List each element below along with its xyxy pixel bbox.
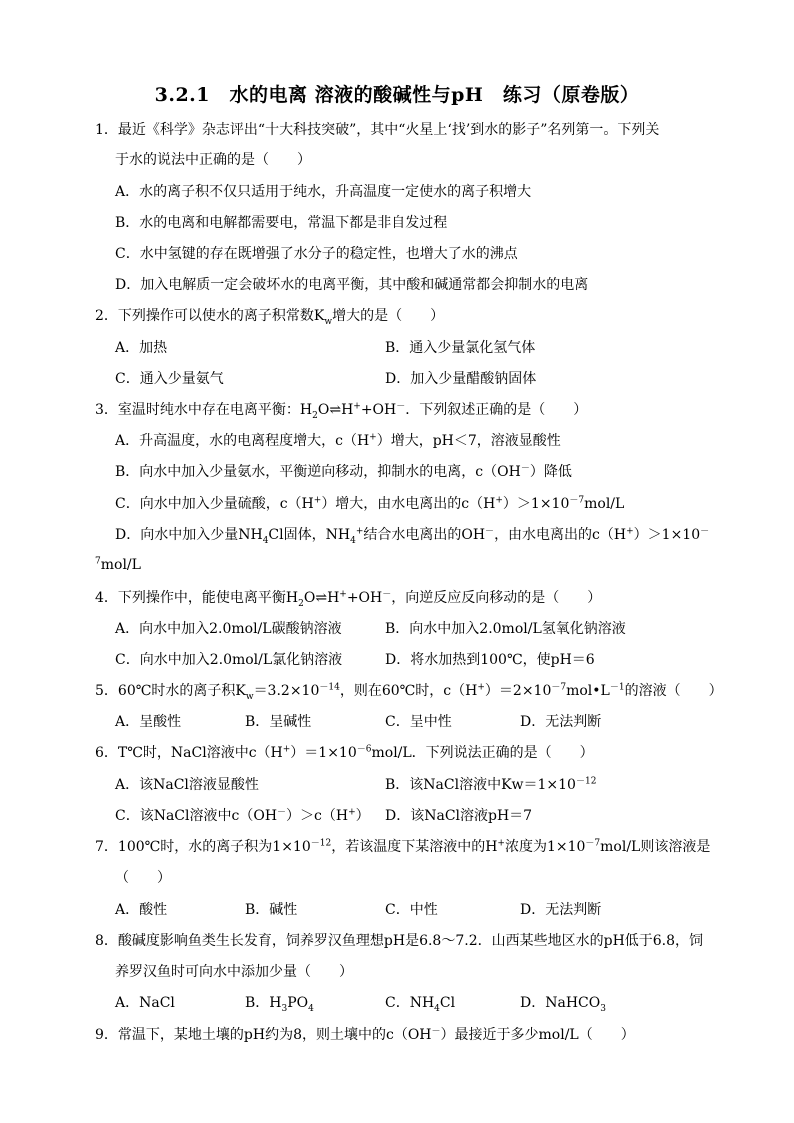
- q3c-t4: mol/L: [584, 496, 625, 512]
- q7-t3: 浓度为1×10: [504, 839, 586, 855]
- q3d-sup4: －: [700, 526, 710, 537]
- question-7-option-d: D．无法判断: [520, 902, 602, 918]
- q5-t1: 5．60℃时水的离子积K: [95, 683, 246, 699]
- q3-t4: ．下列叙述正确的是（ ）: [405, 402, 588, 418]
- question-1-stem-cont: [115, 150, 311, 170]
- q3d-t3: 结合水电离出的OH: [363, 527, 486, 543]
- question-6-option-d: [385, 806, 532, 826]
- q6c-sup2: +: [348, 807, 356, 818]
- question-1-option-b: B．水的电离和电解都需要电，常温下都是非自发过程: [115, 215, 448, 231]
- question-1-stem: [95, 120, 659, 140]
- q3c-sup1: +: [313, 495, 322, 506]
- question-7-stem-cont: [115, 868, 171, 888]
- q3b-sup: －: [520, 463, 530, 474]
- q3d-sub2: 4: [350, 535, 356, 546]
- q5-sub1: w: [245, 691, 254, 702]
- q8b-sub2: 4: [308, 1003, 314, 1014]
- question-8-option-b: [245, 993, 314, 1013]
- question-3-option-d-cont: [95, 555, 141, 575]
- q8c-t1: C．NH: [385, 995, 435, 1011]
- q6d-t: D．该NaCl溶液pH＝7: [385, 808, 533, 824]
- q7-sup2: +: [497, 838, 505, 849]
- question-6-option-a: [115, 775, 259, 795]
- q3a-t2: ）增大，pH＜7，溶液显酸性: [376, 433, 561, 449]
- question-7-option-a: A．酸性: [115, 902, 168, 918]
- question-7-option-b: B．碱性: [245, 902, 298, 918]
- q5-t5: mol•L: [566, 683, 610, 699]
- question-1-line-1: 1．最近《科学》杂志评出“十大科技突破”，其中“火星上‘找’到水的影子”名列第一。下列关: [95, 122, 660, 138]
- question-2-text-2: 增大的是（ ）: [332, 308, 445, 324]
- q8c-sub: 4: [434, 1003, 440, 1014]
- question-2-option-a: A．加热: [115, 340, 168, 356]
- question-2-option-c: C．通入少量氨气: [115, 371, 224, 387]
- q3d-sub1: 4: [262, 535, 269, 546]
- q5-t3: ，则在60℃时，c（H: [339, 683, 478, 699]
- q3d-sup3: +: [626, 526, 634, 537]
- q3a-t1: A．升高温度，水的电离程度增大，c（H: [115, 433, 370, 449]
- q4-sub1: 2: [298, 598, 304, 609]
- question-1-option-c: C．水中氢键的存在既增强了水分子的稳定性，也增大了水的沸点: [115, 246, 518, 262]
- q3d-sup1: +: [355, 526, 364, 537]
- q7-t1: 7．100℃时，水的离子积为1×10: [95, 839, 311, 855]
- q9-sup1: －: [431, 1026, 441, 1037]
- q9-t1: 9．常温下，某地土壤的pH约为8，则土壤中的c（OH: [95, 1027, 432, 1043]
- q3c-t3: ）＞1×10: [502, 496, 570, 512]
- q5-t2: ＝3.2×10: [253, 683, 320, 699]
- q4-sup2: －: [382, 589, 392, 600]
- question-5-option-a: A．呈酸性: [115, 714, 182, 730]
- q3d-cont-t: mol/L: [100, 557, 141, 573]
- q8c-t2: Cl: [439, 995, 456, 1011]
- q5-sup4: －1: [609, 682, 625, 693]
- q3d-t2: Cl固体，NH: [268, 527, 351, 543]
- q3d-t5: ）＞1×10: [633, 527, 701, 543]
- question-6-option-b: [385, 775, 596, 795]
- q4-t3: +OH: [346, 590, 383, 606]
- q7-t4: mol/L则该溶液是: [600, 839, 711, 855]
- q6b-sup: －12: [575, 776, 597, 787]
- question-2-sub-w: w: [324, 316, 333, 327]
- q6a-t: A．该NaCl溶液显酸性: [115, 777, 259, 793]
- question-5-stem: [95, 681, 723, 701]
- q8a-t: A．NaCl: [115, 995, 175, 1011]
- question-5-option-d: D．无法判断: [520, 714, 602, 730]
- question-3-option-d: [115, 525, 709, 545]
- q4-t1: 4．下列操作中，能使电离平衡H: [95, 590, 299, 606]
- q6-t1: 6．T℃时，NaCl溶液中c（H: [95, 745, 283, 761]
- q8b-t2: PO: [287, 995, 309, 1011]
- q5-t4: ）＝2×10: [484, 683, 552, 699]
- q5-sup2: +: [477, 682, 485, 693]
- question-1-line-2: 于水的说法中正确的是（ ）: [115, 152, 311, 168]
- question-4-option-d: D．将水加热到100℃，使pH＝6: [385, 652, 595, 668]
- q6c-t1: C．该NaCl溶液中c（OH: [115, 808, 278, 824]
- q7-t5: （ ）: [115, 870, 171, 886]
- question-2-text-1: 2．下列操作可以使水的离子积常数K: [95, 308, 325, 324]
- question-4-option-a: A．向水中加入2.0mol/L碳酸钠溶液: [115, 621, 342, 637]
- q7-t2: ，若该温度下某溶液中的H: [331, 839, 498, 855]
- question-3-option-b: [115, 462, 572, 482]
- q3c-sup2: +: [495, 495, 503, 506]
- question-2-option-b: B．通入少量氯化氢气体: [385, 340, 536, 356]
- q6b-t: B．该NaCl溶液中Kw＝1×10: [385, 777, 576, 793]
- q3b-t2: ）降低: [529, 464, 572, 480]
- question-6-stem: [95, 743, 594, 763]
- q8d-sub: 3: [600, 1003, 606, 1014]
- q7-sup3: －7: [585, 838, 601, 849]
- q5-sup1: －14: [319, 682, 340, 693]
- q3-sup1: +: [353, 401, 361, 412]
- q3-sub1: 2: [312, 410, 318, 421]
- question-3-option-a: [115, 431, 561, 451]
- question-3-option-c: [115, 494, 624, 514]
- q9-t2: ）最接近于多少mol/L（ ）: [440, 1027, 635, 1043]
- question-6-option-c: [115, 806, 370, 826]
- q6c-sup1: －: [277, 807, 287, 818]
- q8b-t1: B．H: [245, 995, 282, 1011]
- q4-sup1: +: [339, 589, 347, 600]
- q7-sup1: －12: [310, 838, 332, 849]
- question-8-stem-cont: [115, 962, 353, 982]
- question-8-option-c: [385, 993, 455, 1013]
- q8b-sub1: 3: [281, 1003, 288, 1014]
- question-5-option-c: C．呈中性: [385, 714, 452, 730]
- q3c-t2: ）增大，由水电离出的c（H: [321, 496, 496, 512]
- q8-t2: 养罗汉鱼时可向水中添加少量（ ）: [115, 964, 353, 980]
- q4-t4: ，向逆反应反向移动的是（ ）: [391, 590, 602, 606]
- q6-sup1: +: [282, 744, 291, 755]
- q6c-t3: ）: [355, 808, 370, 824]
- question-8-stem: [95, 931, 703, 951]
- question-2-stem: [95, 306, 444, 326]
- question-1-option-d: D．加入电解质一定会破坏水的电离平衡，其中酸和碱通常都会抑制水的电离: [115, 277, 589, 293]
- q3d-cont-sup: 7: [95, 556, 101, 567]
- q3d-t1: D．向水中加入少量NH: [115, 527, 263, 543]
- question-5-option-b: B．呈碱性: [245, 714, 312, 730]
- question-1-option-a: A．水的离子积不仅只适用于纯水，升高温度一定使水的离子积增大: [115, 184, 532, 200]
- question-3-stem: [95, 400, 587, 420]
- q6-t2: ）＝1×10: [290, 745, 357, 761]
- question-8-option-a: [115, 993, 175, 1013]
- q3a-sup: +: [369, 432, 377, 443]
- q3-sup2: －: [396, 401, 406, 412]
- q3b-t1: B．向水中加入少量氨水，平衡逆向移动，抑制水的电离，c（OH: [115, 464, 521, 480]
- question-9-stem: [95, 1025, 635, 1045]
- question-7-option-c: C．中性: [385, 902, 438, 918]
- q3-t2: O⇌H: [317, 402, 354, 418]
- question-4-stem: [95, 588, 601, 608]
- q5-sup3: －7: [551, 682, 567, 693]
- question-4-option-b: B．向水中加入2.0mol/L氢氧化钠溶液: [385, 621, 626, 637]
- q6c-t2: ）＞c（H: [286, 808, 349, 824]
- q3d-sup2: －: [485, 526, 495, 537]
- q4-t2: O⇌H: [303, 590, 340, 606]
- q5-t6: 的溶液（ ）: [624, 683, 723, 699]
- page-title: 3.2.1 水的电离 溶液的酸碱性与pH 练习（原卷版）: [154, 84, 640, 106]
- q3-t1: 3．室温时纯水中存在电离平衡：H: [95, 402, 313, 418]
- question-8-option-d: [520, 993, 606, 1013]
- question-4-option-c: C．向水中加入2.0mol/L氯化钠溶液: [115, 652, 343, 668]
- q3d-t4: ，由水电离出的c（H: [494, 527, 627, 543]
- question-2-option-d: D．加入少量醋酸钠固体: [385, 371, 537, 387]
- q8-t1: 8．酸碱度影响鱼类生长发育，饲养罗汉鱼理想pH是6.8～7.2．山西某些地区水的pH低于6.8，饲: [95, 933, 704, 949]
- q3c-t1: C．向水中加入少量硫酸，c（H: [115, 496, 314, 512]
- q6-sup2: －6: [356, 744, 372, 755]
- q3c-sup3: －7: [569, 495, 585, 506]
- q3-t3: +OH: [360, 402, 397, 418]
- q8d-t: D．NaHCO: [520, 995, 601, 1011]
- question-7-stem: [95, 837, 710, 857]
- q6-t3: mol/L．下列说法正确的是（ ）: [371, 745, 594, 761]
